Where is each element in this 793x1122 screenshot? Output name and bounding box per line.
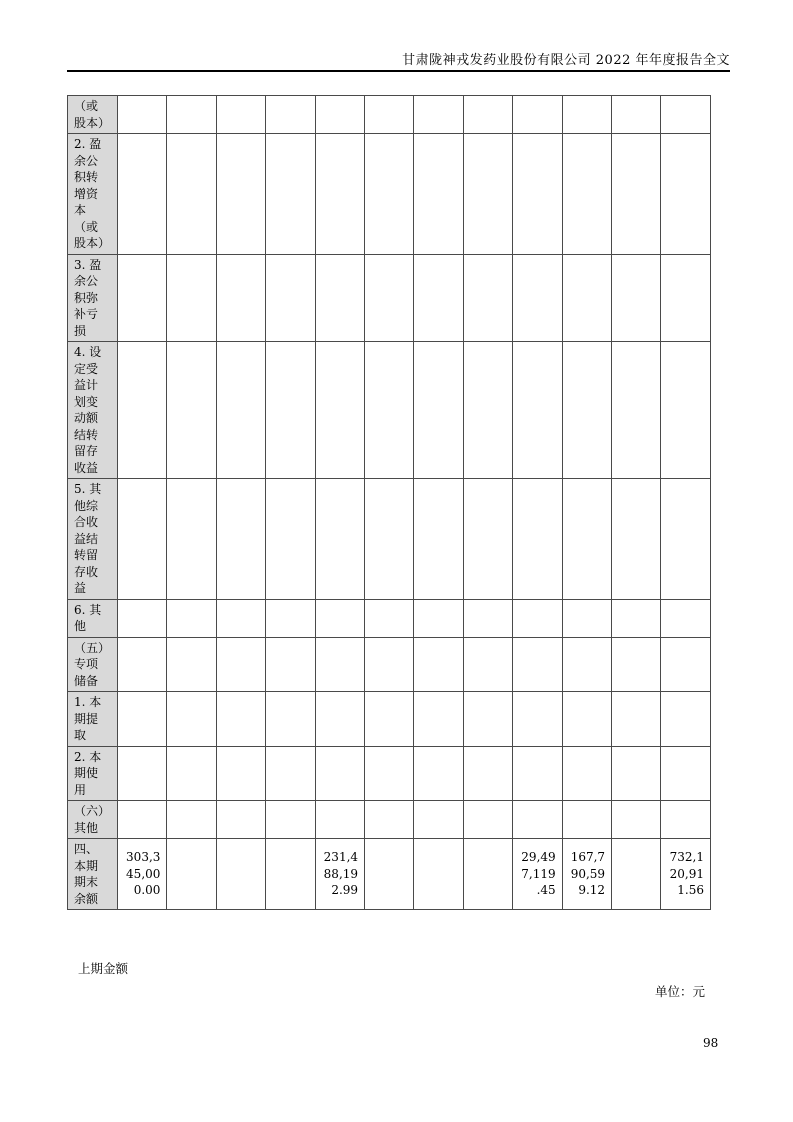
empty-cell <box>513 342 562 479</box>
empty-cell <box>414 599 463 637</box>
empty-cell <box>118 96 167 134</box>
table-row <box>68 254 711 342</box>
empty-cell <box>266 254 315 342</box>
empty-cell <box>266 692 315 747</box>
empty-cell <box>216 637 265 692</box>
empty-cell <box>118 254 167 342</box>
empty-cell <box>463 599 512 637</box>
empty-cell <box>661 342 711 479</box>
row-label-cell: （或股本） <box>68 96 118 134</box>
empty-cell <box>167 746 216 801</box>
row-label-cell: 1. 本期提取 <box>68 692 118 747</box>
empty-cell <box>513 599 562 637</box>
empty-cell <box>266 342 315 479</box>
row-label-cell: 6. 其他 <box>68 599 118 637</box>
empty-cell <box>216 746 265 801</box>
empty-cell <box>118 801 167 839</box>
empty-cell <box>167 599 216 637</box>
empty-cell <box>513 96 562 134</box>
empty-cell <box>167 692 216 747</box>
row-label-cell: 2. 本期使用 <box>68 746 118 801</box>
empty-cell <box>463 692 512 747</box>
empty-cell <box>562 254 611 342</box>
table-row <box>68 692 711 747</box>
empty-cell <box>266 801 315 839</box>
empty-cell <box>365 599 414 637</box>
empty-cell <box>463 801 512 839</box>
table-row <box>68 746 711 801</box>
empty-cell <box>661 599 711 637</box>
empty-cell <box>414 479 463 600</box>
empty-cell <box>167 801 216 839</box>
prior-period-section-label: 上期金额 <box>78 961 129 976</box>
empty-cell <box>463 637 512 692</box>
empty-cell <box>463 254 512 342</box>
page-number: 98 <box>703 1036 719 1050</box>
empty-cell <box>661 801 711 839</box>
empty-cell <box>612 637 661 692</box>
empty-cell <box>118 692 167 747</box>
empty-cell <box>315 801 364 839</box>
empty-cell <box>266 479 315 600</box>
empty-cell <box>463 134 512 255</box>
row-label-cell: 3. 盈余公积弥补亏损 <box>68 254 118 342</box>
empty-cell <box>315 134 364 255</box>
empty-cell <box>365 692 414 747</box>
empty-cell <box>414 134 463 255</box>
empty-cell <box>365 801 414 839</box>
empty-cell <box>612 839 661 910</box>
empty-cell <box>562 479 611 600</box>
empty-cell <box>118 599 167 637</box>
empty-cell <box>414 637 463 692</box>
empty-cell <box>216 254 265 342</box>
table-row <box>68 342 711 479</box>
empty-cell <box>562 801 611 839</box>
empty-cell <box>661 96 711 134</box>
report-header-title: 甘肃陇神戎发药业股份有限公司 2022 年年度报告全文 <box>402 53 730 68</box>
table-row <box>68 637 711 692</box>
empty-cell <box>315 342 364 479</box>
empty-cell <box>513 801 562 839</box>
empty-cell <box>118 134 167 255</box>
empty-cell <box>216 134 265 255</box>
amount-cell: 167,7 90,59 9.12 <box>562 839 611 910</box>
empty-cell <box>414 692 463 747</box>
table-row <box>68 96 711 134</box>
empty-cell <box>365 746 414 801</box>
empty-cell <box>562 692 611 747</box>
empty-cell <box>612 746 661 801</box>
empty-cell <box>463 479 512 600</box>
empty-cell <box>612 801 661 839</box>
empty-cell <box>612 254 661 342</box>
empty-cell <box>661 692 711 747</box>
empty-cell <box>414 839 463 910</box>
empty-cell <box>414 254 463 342</box>
empty-cell <box>365 134 414 255</box>
empty-cell <box>661 479 711 600</box>
empty-cell <box>167 637 216 692</box>
empty-cell <box>612 134 661 255</box>
empty-cell <box>612 692 661 747</box>
equity-change-table <box>67 95 711 910</box>
empty-cell <box>167 96 216 134</box>
empty-cell <box>216 342 265 479</box>
empty-cell <box>118 637 167 692</box>
empty-cell <box>266 599 315 637</box>
empty-cell <box>118 479 167 600</box>
empty-cell <box>315 746 364 801</box>
table-row <box>68 479 711 600</box>
empty-cell <box>365 479 414 600</box>
empty-cell <box>612 479 661 600</box>
row-label-cell: 四、本期期末余额 <box>68 839 118 910</box>
empty-cell <box>612 599 661 637</box>
empty-cell <box>463 746 512 801</box>
empty-cell <box>513 254 562 342</box>
empty-cell <box>562 746 611 801</box>
empty-cell <box>414 801 463 839</box>
empty-cell <box>513 637 562 692</box>
empty-cell <box>562 637 611 692</box>
row-label-cell: 4. 设定受益计划变动额结转留存收益 <box>68 342 118 479</box>
empty-cell <box>216 839 265 910</box>
empty-cell <box>661 637 711 692</box>
empty-cell <box>463 342 512 479</box>
empty-cell <box>414 342 463 479</box>
unit-label: 单位：元 <box>654 984 705 999</box>
row-label-cell: 5. 其他综合收益结转留存收益 <box>68 479 118 600</box>
empty-cell <box>513 479 562 600</box>
empty-cell <box>315 96 364 134</box>
empty-cell <box>315 479 364 600</box>
empty-cell <box>365 342 414 479</box>
row-label-cell: （六）其他 <box>68 801 118 839</box>
empty-cell <box>562 134 611 255</box>
empty-cell <box>463 96 512 134</box>
empty-cell <box>216 479 265 600</box>
empty-cell <box>118 342 167 479</box>
table-row <box>68 839 711 910</box>
empty-cell <box>167 479 216 600</box>
empty-cell <box>266 839 315 910</box>
empty-cell <box>216 801 265 839</box>
empty-cell <box>266 134 315 255</box>
empty-cell <box>167 342 216 479</box>
empty-cell <box>315 637 364 692</box>
empty-cell <box>365 254 414 342</box>
empty-cell <box>266 96 315 134</box>
row-label-cell: （五）专项储备 <box>68 637 118 692</box>
empty-cell <box>562 96 611 134</box>
empty-cell <box>216 599 265 637</box>
amount-cell: 732,1 20,91 1.56 <box>661 839 711 910</box>
table-row <box>68 599 711 637</box>
empty-cell <box>513 692 562 747</box>
empty-cell <box>463 839 512 910</box>
empty-cell <box>365 637 414 692</box>
empty-cell <box>315 254 364 342</box>
empty-cell <box>315 599 364 637</box>
empty-cell <box>118 746 167 801</box>
empty-cell <box>216 692 265 747</box>
empty-cell <box>661 254 711 342</box>
empty-cell <box>167 254 216 342</box>
empty-cell <box>365 96 414 134</box>
empty-cell <box>414 746 463 801</box>
amount-cell: 303,3 45,00 0.00 <box>118 839 167 910</box>
empty-cell <box>315 692 364 747</box>
empty-cell <box>661 746 711 801</box>
empty-cell <box>414 96 463 134</box>
amount-cell: 29,49 7,119 .45 <box>513 839 562 910</box>
empty-cell <box>513 746 562 801</box>
empty-cell <box>167 134 216 255</box>
empty-cell <box>266 637 315 692</box>
empty-cell <box>216 96 265 134</box>
row-label-cell: 2. 盈余公积转增资本（或股本） <box>68 134 118 255</box>
table-row <box>68 134 711 255</box>
empty-cell <box>562 342 611 479</box>
table-row <box>68 801 711 839</box>
empty-cell <box>513 134 562 255</box>
amount-cell: 231,4 88,19 2.99 <box>315 839 364 910</box>
empty-cell <box>562 599 611 637</box>
equity-table-body <box>68 96 711 910</box>
empty-cell <box>365 839 414 910</box>
empty-cell <box>661 134 711 255</box>
empty-cell <box>612 96 661 134</box>
empty-cell <box>612 342 661 479</box>
empty-cell <box>167 839 216 910</box>
empty-cell <box>266 746 315 801</box>
header-rule <box>67 70 730 72</box>
